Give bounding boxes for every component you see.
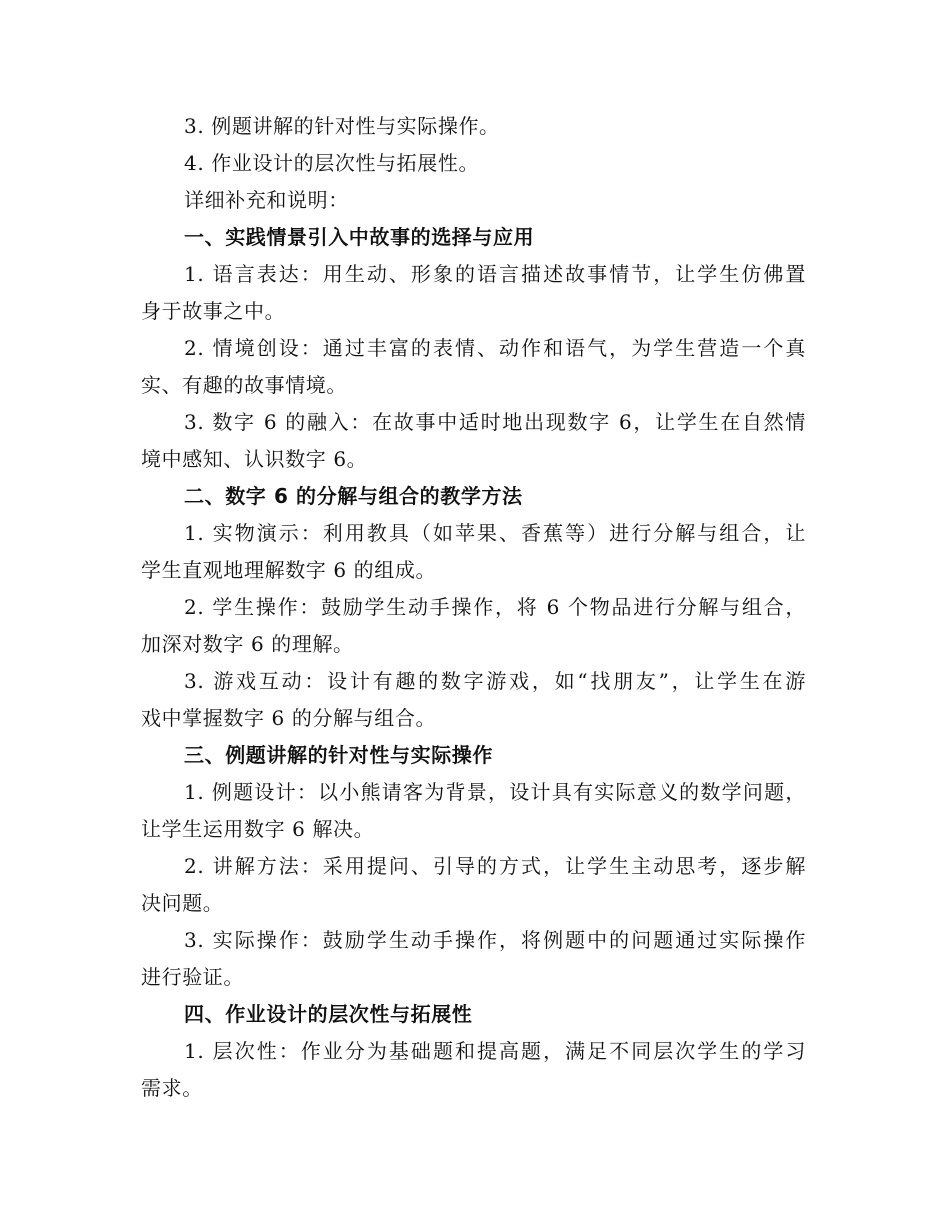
paragraph-line: 2. 学生操作：鼓励学生动手操作，将 6 个物品进行分解与组合，: [184, 595, 806, 619]
summary-item-3: 3. 例题讲解的针对性与实际操作。: [184, 114, 500, 138]
paragraph-line: 身于故事之中。: [141, 299, 286, 323]
paragraph-line: 实、有趣的故事情境。: [141, 373, 347, 397]
paragraph-line: 1. 层次性：作业分为基础题和提高题，满足不同层次学生的学习: [184, 1039, 806, 1063]
section-heading-2: 二、数字 6 的分解与组合的教学方法: [184, 484, 523, 508]
paragraph-line: 2. 讲解方法：采用提问、引导的方式，让学生主动思考，逐步解: [184, 854, 806, 878]
paragraph-line: 境中感知、认识数字 6。: [141, 447, 368, 471]
paragraph-line: 1. 实物演示：利用教具（如苹果、香蕉等）进行分解与组合，让: [184, 521, 806, 545]
paragraph-line: 1. 语言表达：用生动、形象的语言描述故事情节，让学生仿佛置: [184, 262, 806, 286]
paragraph-line: 3. 实际操作：鼓励学生动手操作，将例题中的问题通过实际操作: [184, 928, 806, 952]
section-heading-4: 四、作业设计的层次性与拓展性: [184, 1002, 473, 1026]
paragraph-line: 加深对数字 6 的理解。: [141, 632, 354, 656]
paragraph-line: 1. 例题设计：以小熊请客为背景，设计具有实际意义的数学问题，: [184, 780, 806, 804]
paragraph-line: 3. 数字 6 的融入：在故事中适时地出现数字 6，让学生在自然情: [184, 410, 806, 434]
summary-item-4: 4. 作业设计的层次性与拓展性。: [184, 151, 480, 175]
paragraph-line: 戏中掌握数字 6 的分解与组合。: [141, 706, 437, 730]
supplement-intro: 详细补充和说明：: [184, 188, 349, 212]
paragraph-line: 让学生运用数字 6 解决。: [141, 817, 375, 841]
document-body: [141, 108, 806, 1107]
paragraph-line: 进行验证。: [141, 965, 244, 989]
section-heading-3: 三、例题讲解的针对性与实际操作: [184, 743, 493, 767]
paragraph-line: 决问题。: [141, 891, 224, 915]
paragraph-line: 3. 游戏互动：设计有趣的数字游戏，如“找朋友”，让学生在游: [184, 669, 806, 693]
paragraph-line: 2. 情境创设：通过丰富的表情、动作和语气，为学生营造一个真: [184, 336, 806, 360]
section-heading-1: 一、实践情景引入中故事的选择与应用: [184, 225, 535, 249]
paragraph-line: 需求。: [141, 1076, 203, 1100]
paragraph-line: 学生直观地理解数字 6 的组成。: [141, 558, 437, 582]
